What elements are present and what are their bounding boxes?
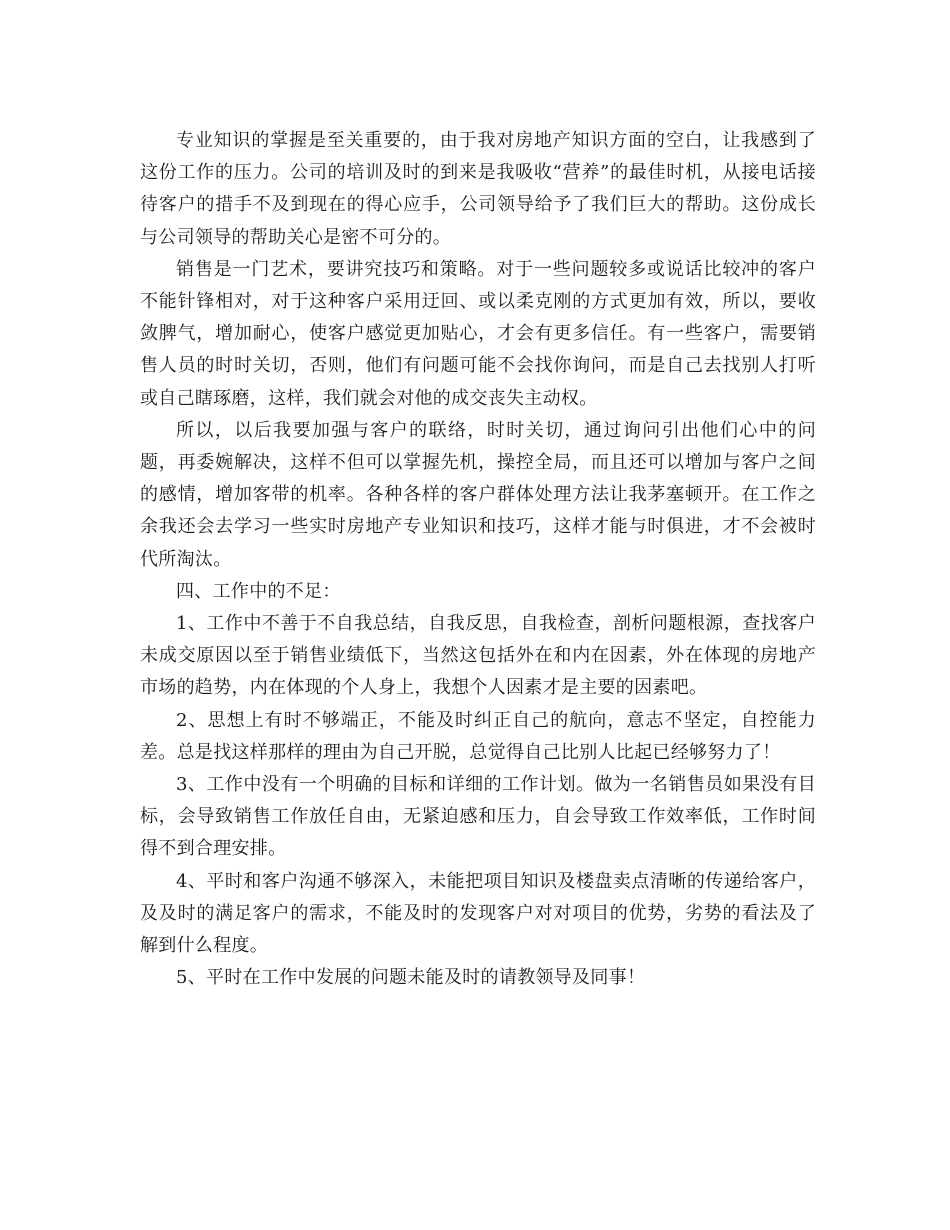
paragraph-sales-art: 销售是一门艺术，要讲究技巧和策略。对于一些问题较多或说话比较冲的客户不能针锋相对，对于这种客户采用迂回、或以柔克刚的方式更加有效，所以，要收敛脾气，增加耐心，使客户感觉更加贴心，才会有更多信任。有一些客户，需要销售人员的时时关切，否则，他们有问题可能不会找你询问，而是自己去找别人打听或自己瞎琢磨，这样，我们就会对他的成交丧失主动权。 [140,258,816,409]
document-body [140,125,816,994]
paragraph-customer-contact: 所以，以后我要加强与客户的联络，时时关切，通过询问引出他们心中的问题，再委婉解决，这样不但可以掌握先机，操控全局，而且还可以增加与客户之间的感情，增加客带的机率。各种各样的客户群体处理方法让我茅塞顿开。在工作之余我还会去学习一些实时房地产专业知识和技巧，这样才能与时俱进，才不会被时代所淘汰。 [140,419,816,570]
shortcoming-item-4: 4、平时和客户沟通不够深入，未能把项目知识及楼盘卖点清晰的传递给客户，及及时的满足客户的需求，不能及时的发现客户对对项目的优势，劣势的看法及了解到什么程度。 [140,870,816,957]
shortcoming-item-1: 1、工作中不善于不自我总结，自我反思，自我检查，剖析问题根源，查找客户未成交原因以至于销售业绩低下，当然这包括外在和内在因素，外在体现的房地产市场的趋势，内在体现的个人身上，我想个人因素才是主要的因素吧。 [140,613,816,699]
shortcoming-item-3: 3、工作中没有一个明确的目标和详细的工作计划。做为一名销售员如果没有目标，会导致销售工作放任自由，无紧迫感和压力，自会导致工作效率低，工作时间得不到合理安排。 [140,774,816,860]
shortcoming-item-2: 2、思想上有时不够端正，不能及时纠正自己的航向，意志不坚定，自控能力差。总是找这样那样的理由为自己开脱，总觉得自己比别人比起已经够努力了！ [140,709,816,763]
shortcoming-item-5: 5、平时在工作中发展的问题未能及时的请教领导及同事！ [176,967,646,989]
paragraph-professional-knowledge: 专业知识的掌握是至关重要的，由于我对房地产知识方面的空白，让我感到了这份工作的压力。公司的培训及时的到来是我吸收“营养”的最佳时机，从接电话接待客户的措手不及到现在的得心应手，公司领导给予了我们巨大的帮助。这份成长与公司领导的帮助关心是密不可分的。 [140,130,816,248]
section-heading-shortcomings: 四、工作中的不足： [176,580,341,602]
